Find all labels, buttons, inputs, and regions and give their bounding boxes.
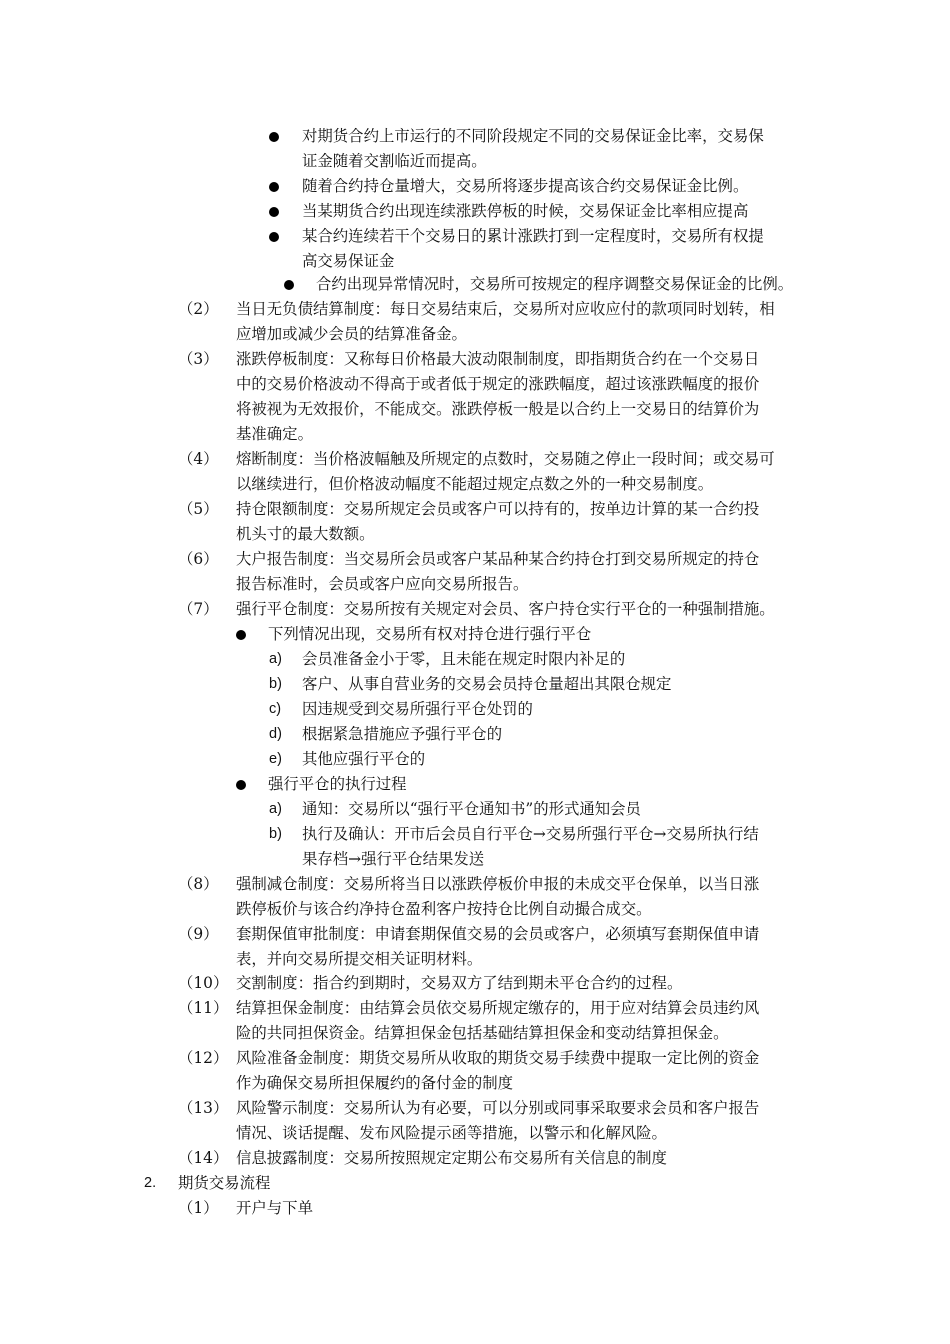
sub-item-marker: e): [269, 751, 282, 767]
sub-item-text: 其他应强行平仓的: [302, 750, 426, 768]
item-number: （4）: [178, 450, 219, 468]
item-text: 作为确保交易所担保履约的备付金的制度: [236, 1074, 514, 1092]
section-number: 2.: [144, 1175, 157, 1191]
bullet-icon: [236, 780, 246, 790]
section-title: 期货交易流程: [178, 1174, 271, 1192]
item-text: 熔断制度：当价格波幅触及所规定的点数时，交易随之停止一段时间；或交易可: [236, 450, 775, 468]
bullet-icon: [269, 132, 279, 142]
item-text: 险的共同担保资金。结算担保金包括基础结算担保金和变动结算担保金。: [236, 1024, 729, 1042]
bullet-icon: [284, 280, 294, 290]
item-text: 强行平仓制度：交易所按有关规定对会员、客户持仓实行平仓的一种强制措施。: [236, 600, 775, 618]
bullet-text: 合约出现异常情况时，交易所可按规定的程序调整交易保证金的比例。: [316, 275, 794, 293]
item-text: 当日无负债结算制度：每日交易结束后，交易所对应收应付的款项同时划转，相: [236, 300, 775, 318]
sub-item-marker: a): [269, 801, 282, 817]
sub-item-marker: b): [269, 676, 282, 692]
item-text: 风险警示制度：交易所认为有必要，可以分别或同事采取要求会员和客户报告: [236, 1099, 760, 1117]
item-text: 以继续进行，但价格波动幅度不能超过规定点数之外的一种交易制度。: [236, 475, 714, 493]
item-number: （9）: [178, 925, 219, 943]
item-number: （3）: [178, 350, 219, 368]
item-text: 结算担保金制度：由结算会员依交易所规定缴存的，用于应对结算会员违约风: [236, 999, 760, 1017]
bullet-text: 强行平仓的执行过程: [268, 775, 407, 793]
item-number: （1）: [178, 1199, 219, 1217]
sub-item-text: 通知：交易所以“强行平仓通知书”的形式通知会员: [302, 800, 641, 818]
item-text: 开户与下单: [236, 1199, 313, 1217]
item-text: 交割制度：指合约到期时，交易双方了结到期未平仓合约的过程。: [236, 974, 683, 992]
bullet-text: 某合约连续若干个交易日的累计涨跌打到一定程度时，交易所有权提: [302, 227, 764, 245]
item-text: 表，并向交易所提交相关证明材料。: [236, 950, 483, 968]
item-text: 信息披露制度：交易所按照规定定期公布交易所有关信息的制度: [236, 1149, 667, 1167]
bullet-icon: [269, 232, 279, 242]
item-text: 涨跌停板制度：又称每日价格最大波动限制制度，即指期货合约在一个交易日: [236, 350, 760, 368]
item-text: 情况、谈话提醒、发布风险提示函等措施，以警示和化解风险。: [236, 1124, 667, 1142]
item-text: 强制减仓制度：交易所将当日以涨跌停板价申报的未成交平仓保单，以当日涨: [236, 875, 760, 893]
sub-item-text: 客户、从事自营业务的交易会员持仓量超出其限仓规定: [302, 675, 672, 693]
bullet-text: 高交易保证金: [302, 252, 395, 270]
item-number: （6）: [178, 550, 219, 568]
item-text: 大户报告制度：当交易所会员或客户某品种某合约持仓打到交易所规定的持仓: [236, 550, 760, 568]
sub-item-marker: d): [269, 726, 282, 742]
bullet-text: 随着合约持仓量增大，交易所将逐步提高该合约交易保证金比例。: [302, 177, 749, 195]
bullet-text: 对期货合约上市运行的不同阶段规定不同的交易保证金比率，交易保: [302, 127, 764, 145]
sub-item-marker: c): [269, 701, 282, 717]
item-text: 中的交易价格波动不得高于或者低于规定的涨跌幅度，超过该涨跌幅度的报价: [236, 375, 760, 393]
bullet-text: 下列情况出现，交易所有权对持仓进行强行平仓: [268, 625, 592, 643]
item-text: 持仓限额制度：交易所规定会员或客户可以持有的，按单边计算的某一合约投: [236, 500, 760, 518]
item-number: （5）: [178, 500, 219, 518]
sub-item-text: 执行及确认：开市后会员自行平仓→交易所强行平仓→交易所执行结: [302, 825, 759, 843]
item-number: （7）: [178, 600, 219, 618]
item-number: （14）: [178, 1149, 229, 1167]
sub-item-marker: a): [269, 651, 282, 667]
item-text: 报告标准时，会员或客户应向交易所报告。: [236, 575, 529, 593]
bullet-icon: [269, 207, 279, 217]
item-number: （2）: [178, 300, 219, 318]
item-text: 将被视为无效报价，不能成交。涨跌停板一般是以合约上一交易日的结算价为: [236, 400, 760, 418]
item-text: 套期保值审批制度：申请套期保值交易的会员或客户，必须填写套期保值申请: [236, 925, 760, 943]
sub-item-text: 果存档→强行平仓结果发送: [302, 850, 485, 868]
bullet-icon: [269, 182, 279, 192]
item-number: （12）: [178, 1049, 229, 1067]
item-text: 风险准备金制度：期货交易所从收取的期货交易手续费中提取一定比例的资金: [236, 1049, 760, 1067]
bullet-text: 当某期货合约出现连续涨跌停板的时候，交易保证金比率相应提高: [302, 202, 749, 220]
sub-item-text: 根据紧急措施应予强行平仓的: [302, 725, 503, 743]
sub-item-marker: b): [269, 826, 282, 842]
item-text: 跌停板价与该合约净持仓盈利客户按持仓比例自动撮合成交。: [236, 900, 652, 918]
item-number: （11）: [178, 999, 229, 1017]
item-number: （13）: [178, 1099, 229, 1117]
bullet-text: 证金随着交割临近而提高。: [302, 152, 487, 170]
sub-item-text: 会员准备金小于零，且未能在规定时限内补足的: [302, 650, 626, 668]
item-number: （8）: [178, 875, 219, 893]
item-text: 基准确定。: [236, 425, 313, 443]
item-number: （10）: [178, 974, 229, 992]
bullet-icon: [236, 630, 246, 640]
sub-item-text: 因违规受到交易所强行平仓处罚的: [302, 700, 533, 718]
item-text: 应增加或减少会员的结算准备金。: [236, 325, 467, 343]
item-text: 机头寸的最大数额。: [236, 525, 375, 543]
